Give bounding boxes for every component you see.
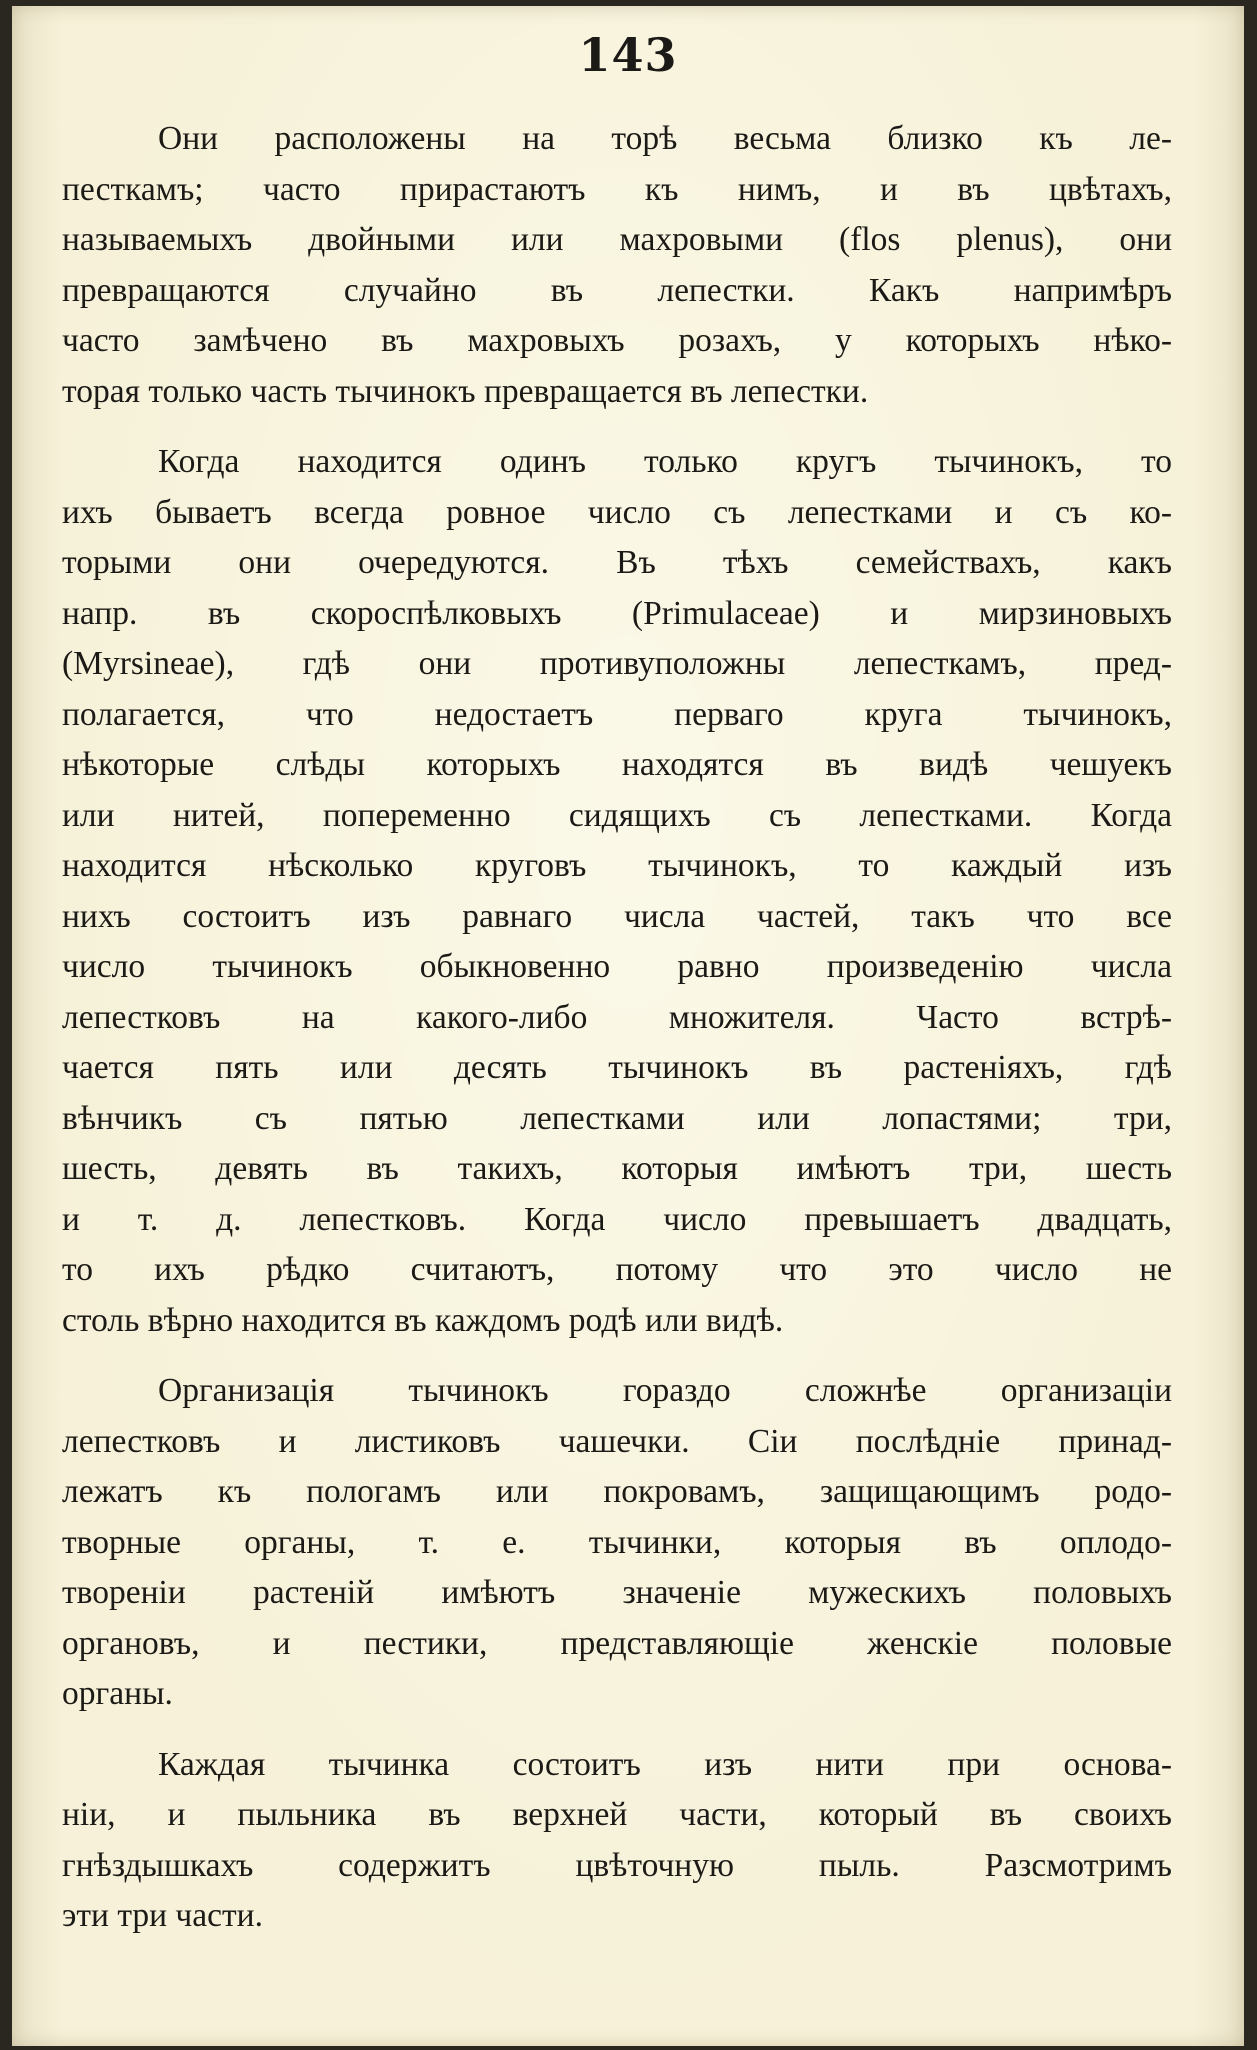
text-line: органы. bbox=[62, 1675, 173, 1712]
text-line: торая только часть тычинокъ превращается въ лепестки. bbox=[62, 372, 869, 410]
text-line: или нитей, попеременно сидящихъ съ лепестками. Когда bbox=[62, 796, 1172, 834]
text-line: твореніи растеній имѣютъ значеніе мужескихъ половыхъ bbox=[62, 1574, 1172, 1611]
text-line: гнѣздышкахъ содержитъ цвѣточную пыль. Разсмотримъ bbox=[62, 1846, 1172, 1884]
text-line: нихъ состоитъ изъ равнаго числа частей, такъ что все bbox=[62, 897, 1172, 935]
text-line: песткамъ; часто прирастаютъ къ нимъ, и въ цвѣтахъ, bbox=[62, 170, 1172, 208]
text-line: называемыхъ двойными или махровыми (flos plenus), они bbox=[62, 221, 1172, 258]
page-number: 143 bbox=[578, 28, 678, 82]
text-line: нѣкоторые слѣды которыхъ находятся въ видѣ чешуекъ bbox=[62, 746, 1172, 783]
text-line: шесть, девять въ такихъ, которыя имѣютъ три, шесть bbox=[62, 1150, 1172, 1187]
text-line: органовъ, и пестики, представляющіе женскіе половые bbox=[62, 1624, 1172, 1662]
text-line: лежатъ къ пологамъ или покровамъ, защищающимъ родо- bbox=[62, 1473, 1172, 1510]
text-line: часто замѣчено въ махровыхъ розахъ, у которыхъ нѣко- bbox=[62, 322, 1172, 359]
text-line: полагается, что недостаетъ перваго круга тычинокъ, bbox=[62, 695, 1172, 733]
text-line: находится нѣсколько круговъ тычинокъ, то каждый изъ bbox=[62, 847, 1172, 884]
text-line: эти три части. bbox=[62, 1897, 263, 1934]
text-line: столь вѣрно находится въ каждомъ родѣ или видѣ. bbox=[62, 1301, 784, 1339]
text-line: число тычинокъ обыкновенно равно произведенію числа bbox=[62, 948, 1172, 985]
text-line: Они расположены на торѣ весьма близко къ ле- bbox=[158, 120, 1172, 157]
paragraph-1 bbox=[62, 114, 1172, 417]
paragraph-3 bbox=[62, 1366, 1172, 1720]
paragraph-4 bbox=[62, 1740, 1172, 1942]
text-line: торыми они очередуются. Въ тѣхъ семействахъ, какъ bbox=[62, 544, 1172, 581]
text-line: то ихъ рѣдко считаютъ, потому что это число не bbox=[62, 1251, 1172, 1288]
text-line: ихъ бываетъ всегда ровное число съ лепестками и съ ко- bbox=[62, 493, 1172, 531]
text-line: лепестковъ на какого-либо множителя. Часто встрѣ- bbox=[62, 998, 1172, 1036]
text-line: ніи, и пыльника въ верхней части, который въ своихъ bbox=[62, 1796, 1172, 1833]
paragraph-2 bbox=[62, 437, 1172, 1346]
page-text bbox=[62, 114, 1172, 1942]
text-line: (Myrsineae), гдѣ они противуположны лепесткамъ, пред- bbox=[62, 645, 1172, 682]
text-line: вѣнчикъ съ пятью лепестками или лопастями; три, bbox=[62, 1099, 1172, 1137]
text-line: лепестковъ и листиковъ чашечки. Сіи послѣдніе принад- bbox=[62, 1422, 1172, 1460]
text-line: Организація тычинокъ гораздо сложнѣе организаціи bbox=[158, 1372, 1172, 1409]
text-line: напр. въ скороспѣлковыхъ (Primulaceae) и мирзиновыхъ bbox=[62, 594, 1172, 632]
text-line: и т. д. лепестковъ. Когда число превышаетъ двадцать, bbox=[62, 1200, 1172, 1238]
text-line: творные органы, т. е. тычинки, которыя въ оплодо- bbox=[62, 1523, 1172, 1561]
book-page bbox=[12, 6, 1244, 2046]
text-line: превращаются случайно въ лепестки. Какъ напримѣръ bbox=[62, 271, 1172, 309]
text-line: Каждая тычинка состоитъ изъ нити при основа- bbox=[158, 1745, 1172, 1783]
text-line: чается пять или десять тычинокъ въ растеніяхъ, гдѣ bbox=[62, 1049, 1172, 1086]
text-line: Когда находится одинъ только кругъ тычинокъ, то bbox=[158, 443, 1172, 480]
